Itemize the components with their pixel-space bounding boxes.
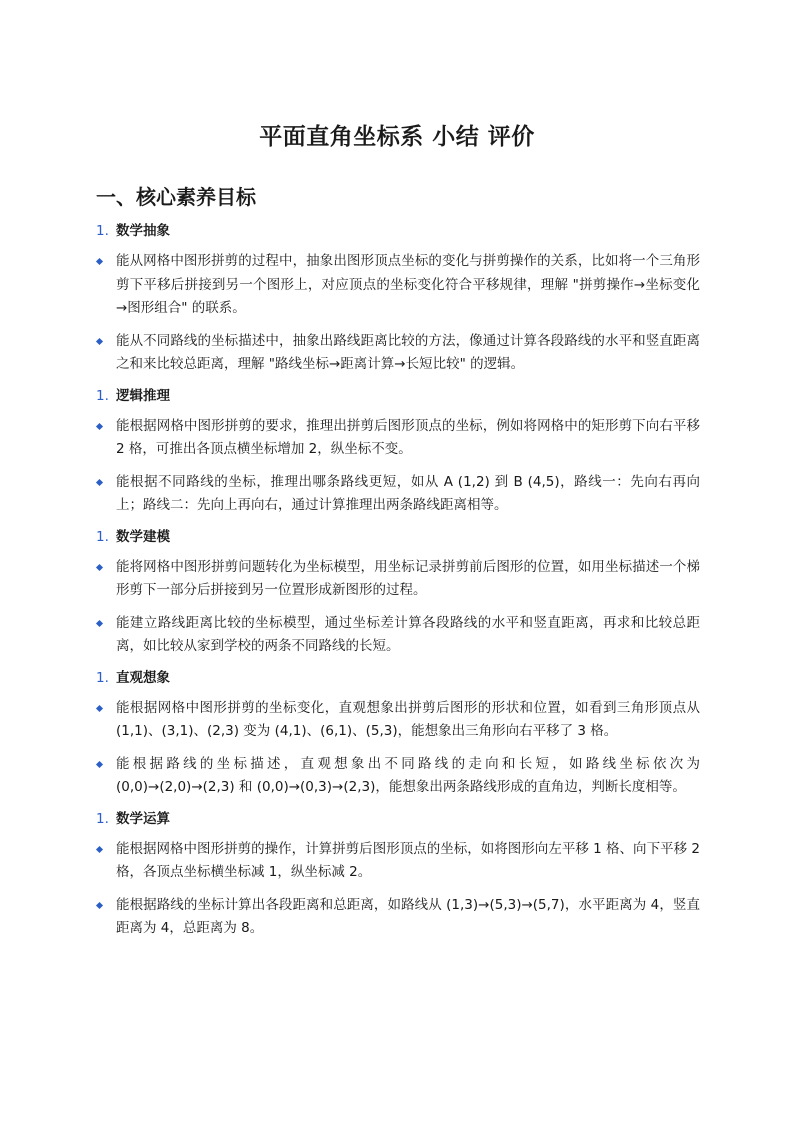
diamond-bullet-icon [96, 337, 103, 344]
group-header [96, 668, 700, 688]
group-header [96, 527, 700, 547]
goal-group-modeling [96, 527, 700, 659]
goal-group-abstraction [96, 221, 700, 377]
list-item-text: 能根据网格中图形拼剪的操作，计算拼剪后图形顶点的坐标，如将图形向左平移 1 格、向下平移 2 格，各顶点坐标横坐标减 1，纵坐标减 2。 [116, 840, 700, 880]
list-number: 1. [96, 810, 109, 827]
list-item-text: 能根据路线的坐标计算出各段距离和总距离，如路线从 (1,3)→(5,3)→(5,7)，水平距离为 4，竖直距离为 4，总距离为 8。 [116, 896, 700, 936]
diamond-bullet-icon [96, 478, 103, 485]
list-number: 1. [96, 669, 109, 686]
goals-list [96, 221, 700, 950]
diamond-bullet-icon [96, 901, 103, 908]
list-item [96, 250, 700, 321]
list-item-text: 能根据网格中图形拼剪的坐标变化，直观想象出拼剪后图形的形状和位置，如看到三角形顶点从 (1,1)、(3,1)、(2,3) 变为 (4,1)、(6,1)、(5,3)，能想象出三角形向右平移了 3 格。 [116, 699, 700, 739]
goal-group-computation [96, 809, 700, 941]
diamond-bullet-icon [96, 845, 103, 852]
goal-group-reasoning [96, 386, 700, 518]
list-item [96, 330, 700, 377]
list-item-text: 能将网格中图形拼剪问题转化为坐标模型，用坐标记录拼剪前后图形的位置，如用坐标描述一个梯形剪下一部分后拼接到另一位置形成新图形的过程。 [116, 558, 700, 598]
group-label: 逻辑推理 [116, 387, 170, 404]
list-item-text: 能从不同路线的坐标描述中，抽象出路线距离比较的方法，像通过计算各段路线的水平和竖直距离之和来比较总距离，理解 "路线坐标→距离计算→长短比较" 的逻辑。 [116, 332, 700, 372]
diamond-bullet-icon [96, 422, 103, 429]
group-label: 直观想象 [116, 669, 170, 686]
list-item [96, 753, 700, 800]
list-item [96, 697, 700, 744]
goal-group-imagination [96, 668, 700, 800]
list-number: 1. [96, 528, 109, 545]
document-title: 平面直角坐标系 小结 评价 [259, 124, 535, 150]
list-item-text: 能根据不同路线的坐标，推理出哪条路线更短，如从 A (1,2) 到 B (4,5)，路线一：先向右再向上；路线二：先向上再向右，通过计算推理出两条路线距离相等。 [116, 473, 700, 513]
section-heading: 一、核心素养目标 [96, 185, 256, 209]
list-item-text: 能建立路线距离比较的坐标模型，通过坐标差计算各段路线的水平和竖直距离，再求和比较总距离，如比较从家到学校的两条不同路线的长短。 [116, 614, 700, 654]
list-item [96, 415, 700, 462]
list-item-text: 能根据路线的坐标描述，直观想象出不同路线的走向和长短，如路线坐标依次为 (0,0)→(2,0)→(2,3) 和 (0,0)→(0,3)→(2,3)，能想象出两条路线形成的直角边，判断长度相等。 [116, 755, 700, 795]
list-item [96, 556, 700, 603]
group-header [96, 809, 700, 829]
diamond-bullet-icon [96, 563, 103, 570]
diamond-bullet-icon [96, 760, 103, 767]
diamond-bullet-icon [96, 258, 103, 265]
group-label: 数学建模 [116, 528, 170, 545]
diamond-bullet-icon [96, 619, 103, 626]
list-item [96, 612, 700, 659]
list-item [96, 838, 700, 885]
group-header [96, 221, 700, 241]
list-number: 1. [96, 223, 109, 239]
list-item-text: 能从网格中图形拼剪的过程中，抽象出图形顶点坐标的变化与拼剪操作的关系，比如将一个三角形剪下平移后拼接到另一个图形上，对应顶点的坐标变化符合平移规律，理解 "拼剪操作→坐标变化→图形组合" 的联系。 [116, 253, 700, 316]
diamond-bullet-icon [96, 704, 103, 711]
group-label: 数学运算 [116, 810, 170, 827]
list-item-text: 能根据网格中图形拼剪的要求，推理出拼剪后图形顶点的坐标，例如将网格中的矩形剪下向右平移 2 格，可推出各顶点横坐标增加 2，纵坐标不变。 [116, 417, 700, 457]
list-number: 1. [96, 387, 109, 404]
list-item [96, 471, 700, 518]
group-label: 数学抽象 [116, 223, 170, 239]
list-item [96, 894, 700, 941]
group-header [96, 386, 700, 406]
